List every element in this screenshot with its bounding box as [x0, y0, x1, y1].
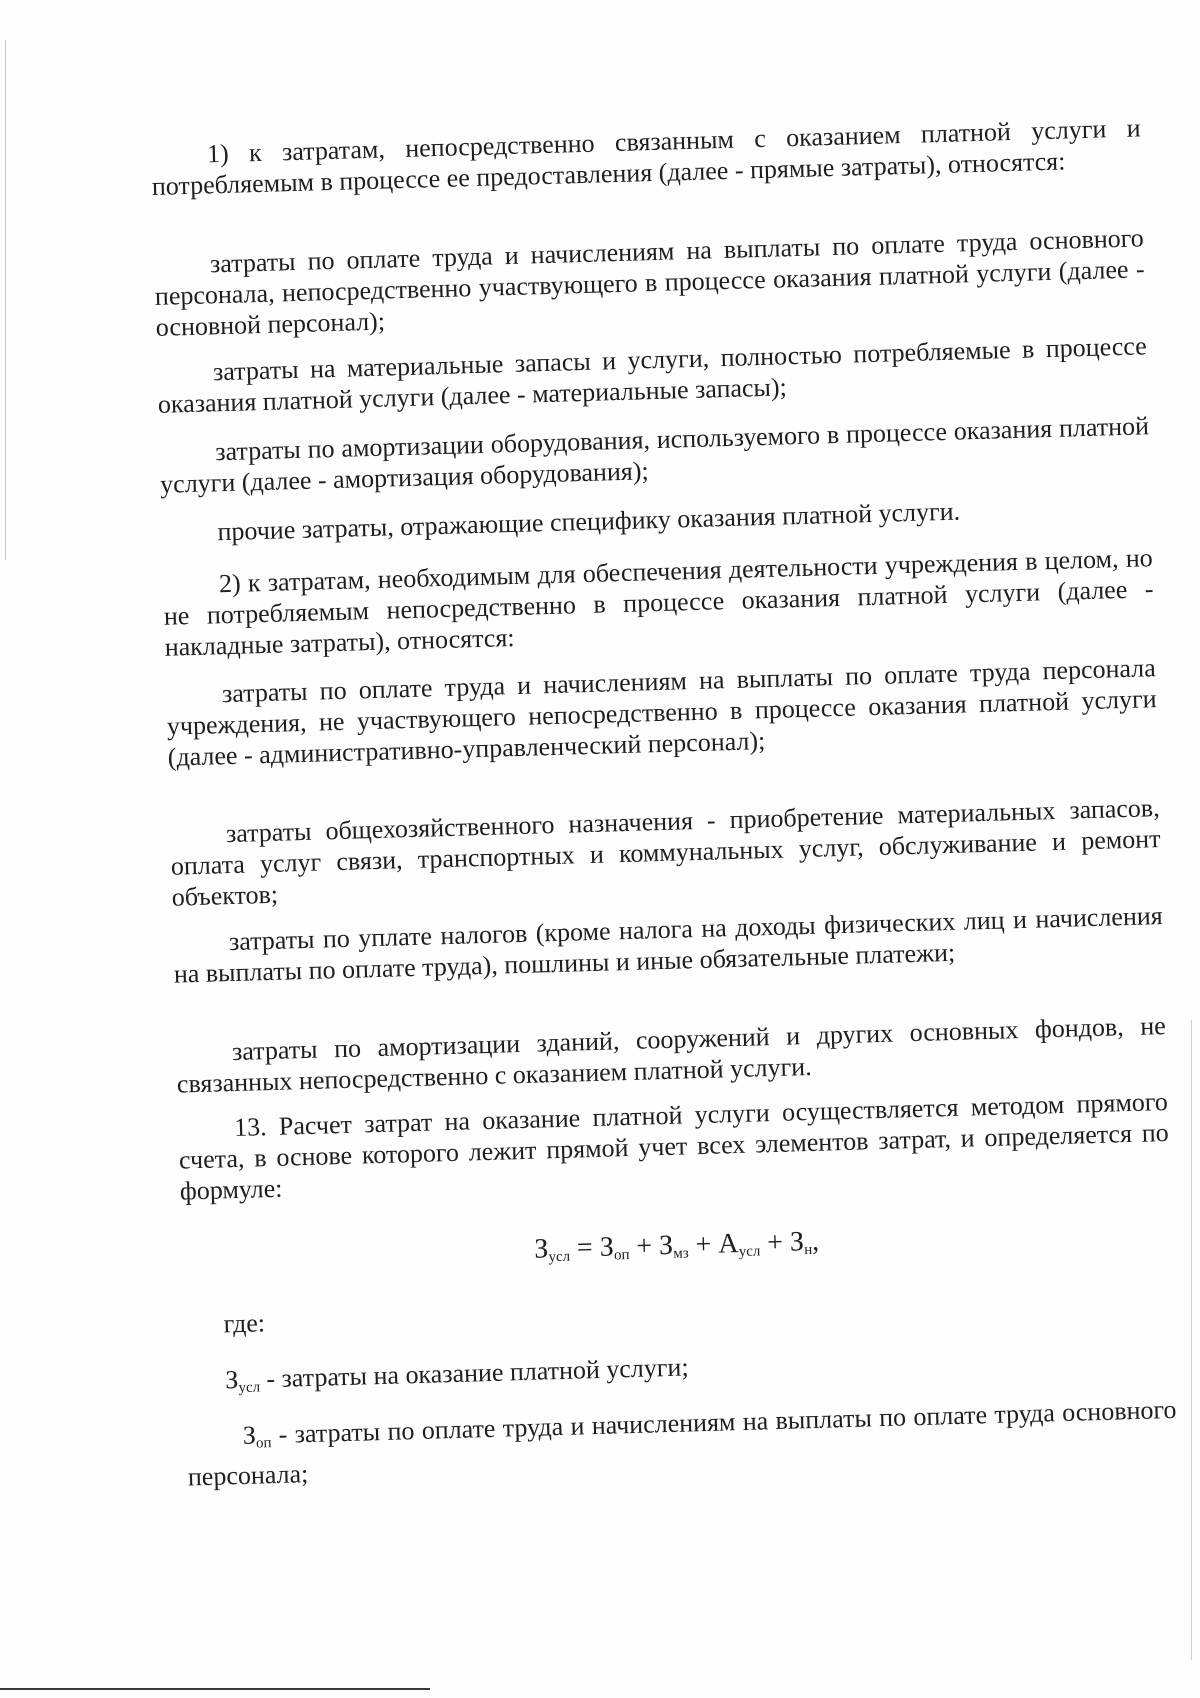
definition-z-usl: $З_{усл}$ - затраты на оказание платной услуги; [224, 1352, 689, 1397]
paragraph-taxes: затраты по уплате налогов (кроме налога на доходы физических лиц и начисления на выплаты по оплате труда), пошлины и иные обязательные платежи; [173, 901, 1164, 989]
paragraph-admin-staff: затраты по оплате труда и начислениям на выплаты по оплате труда персонала учреждения, не участвующего непосредственно в процессе оказания платной услуги (далее - административно-управленческий персонал); [166, 653, 1157, 772]
paragraph-section-13: 13. Расчет затрат на оказание платной услуги осуществляется методом прямого счета, в основе которого лежит прямой учет всех элементов затрат, и определяется по формуле: [178, 1086, 1170, 1206]
scan-edge-left [5, 40, 6, 560]
where-label: где: [223, 1308, 266, 1339]
paragraph-general-purpose: затраты общехозяйственного назначения - приобретение материальных запасов, оплата услуг связи, транспортных и коммунальных услуг, обслуживание и ремонт объектов; [170, 793, 1161, 912]
paragraph-materials: затраты на материальные запасы и услуги, полностью потребляемые в процессе оказания платной услуги (далее - материальные запасы); [157, 331, 1148, 419]
definition-z-op: $З_{оп}$ - затраты по оплате труда и начислениям на выплаты по оплате труда основного персонала; [187, 1394, 1177, 1492]
paragraph-staff-costs: затраты по оплате труда и начислениям на выплаты по оплате труда основного персонала, непосредственно участвующего в процессе оказания платной услуги (далее - основной персонал); [154, 223, 1145, 342]
paragraph-building-amortization: затраты по амортизации зданий, сооружений и других основных фондов, не связанных непосредственно с оказанием платной услуги. [176, 1010, 1167, 1099]
footnote-rule [0, 1688, 430, 1690]
paragraph-direct-costs: 1) к затратам, непосредственно связанным с оказанием платной услуги и потребляемым в процессе ее предоставления (далее - прямые затраты), относятся: [151, 113, 1142, 201]
paragraph-overhead-costs: 2) к затратам, необходимым для обеспечения деятельности учреждения в целом, но не потребляемым непосредственно в процессе оказания платной услуги (далее - накладные затраты), относятся: [163, 543, 1154, 662]
paragraph-other-costs: прочие затраты, отражающие специфику оказания платной услуги. [217, 496, 961, 547]
document-body [150, 92, 1177, 1492]
cost-formula: $З_{усл} = З_{оп} + З_{мз} + А_{усл} + З_н$, [533, 1225, 820, 1266]
paragraph-equipment-amortization: затраты по амортизации оборудования, используемого в процессе оказания платной услуги (далее - амортизация оборудования); [159, 411, 1150, 499]
